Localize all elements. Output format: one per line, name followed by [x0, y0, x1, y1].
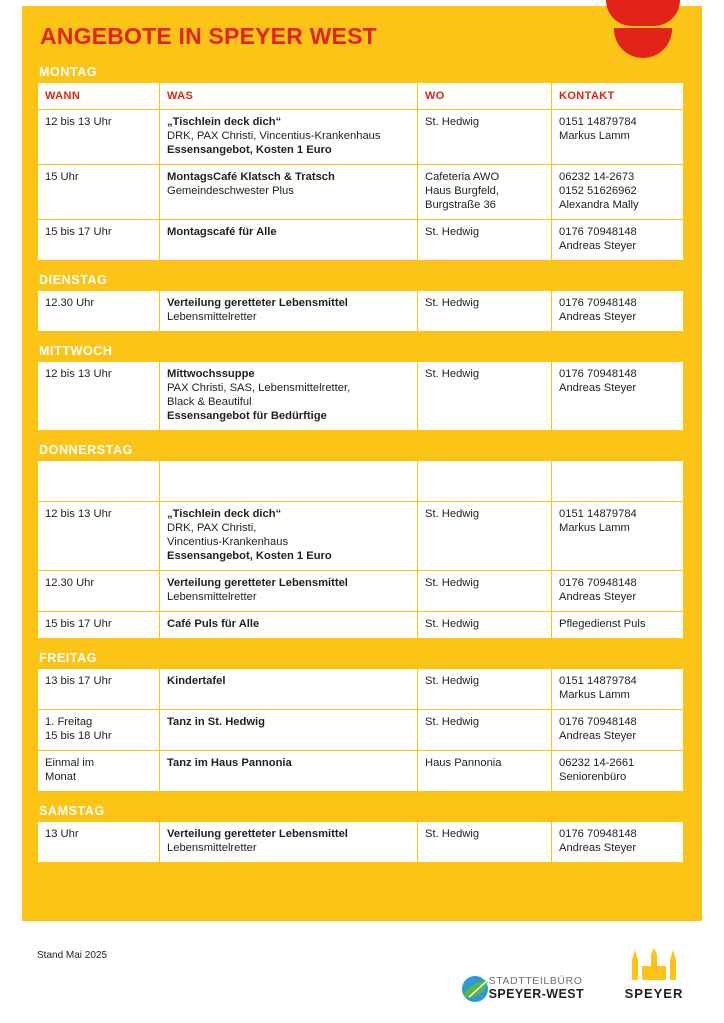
offer-provider: Gemeindeschwester Plus	[167, 185, 294, 197]
cell-wann: 12 bis 13 Uhr	[38, 502, 160, 571]
table-cell-empty	[552, 461, 684, 502]
cell-wo: St. Hedwig	[418, 110, 552, 165]
cell-wo: St. Hedwig	[418, 571, 552, 612]
cell-was	[160, 110, 418, 165]
table-row	[38, 710, 684, 751]
cell-kontakt: Pflegedienst Puls	[552, 612, 684, 639]
day-heading: DONNERSTAG	[39, 443, 133, 457]
table-cell-empty	[160, 461, 418, 502]
schedule-table	[37, 668, 684, 792]
table-header-row	[38, 83, 684, 110]
page-frame-right	[702, 0, 724, 1023]
cell-was	[160, 502, 418, 571]
offer-provider: DRK, PAX Christi, Vincentius-Krankenhaus	[167, 130, 381, 142]
offer-title: „Tischlein deck dich“	[167, 508, 282, 520]
cell-wann: 12.30 Uhr	[38, 571, 160, 612]
offer-note: Essensangebot, Kosten 1 Euro	[167, 550, 332, 562]
schedule-table	[37, 821, 684, 863]
offer-title: Tanz in St. Hedwig	[167, 716, 265, 728]
cathedral-icon	[624, 946, 684, 984]
offer-provider: Lebensmittelretter	[167, 591, 257, 603]
table-row	[38, 751, 684, 792]
cell-was	[160, 165, 418, 220]
stand-note: Stand Mai 2025	[37, 950, 108, 961]
cell-kontakt: 0176 70948148 Andreas Steyer	[552, 710, 684, 751]
cell-wo: St. Hedwig	[418, 710, 552, 751]
offer-title: Tanz im Haus Pannonia	[167, 757, 292, 769]
cell-wann: Einmal im Monat	[38, 751, 160, 792]
schedule-table	[37, 82, 684, 261]
offer-provider: PAX Christi, SAS, Lebensmittelretter, Black & Beautiful	[167, 382, 351, 408]
logo-half-bottom-icon	[614, 28, 672, 58]
offer-title: Mittwochssuppe	[167, 368, 255, 380]
offer-provider: DRK, PAX Christi, Vincentius-Krankenhaus	[167, 522, 289, 548]
cell-kontakt: 0176 70948148 Andreas Steyer	[552, 571, 684, 612]
offer-provider: Lebensmittelretter	[167, 311, 257, 323]
column-header-kontakt: KONTAKT	[552, 83, 684, 110]
cell-wo: St. Hedwig	[418, 362, 552, 431]
cell-was	[160, 710, 418, 751]
stadtteilbuero-line2: SPEYER-WEST	[488, 987, 584, 1001]
column-header-wann: WANN	[38, 83, 160, 110]
day-heading: MONTAG	[39, 65, 98, 79]
cell-was	[160, 362, 418, 431]
cell-wo: St. Hedwig	[418, 669, 552, 710]
day-heading: DIENSTAG	[39, 273, 108, 287]
table-row	[38, 502, 684, 571]
speyer-dome-logo-icon	[606, 0, 680, 62]
speyer-city-logo	[624, 946, 684, 1001]
offer-title: Verteilung geretteter Lebensmittel	[167, 828, 348, 840]
cell-kontakt: 06232 14-2661 Seniorenbüro	[552, 751, 684, 792]
cell-kontakt: 0151 14879784 Markus Lamm	[552, 502, 684, 571]
footer-logos	[459, 935, 684, 1001]
page-frame-bottom	[0, 1013, 724, 1023]
offer-title: „Tischlein deck dich“	[167, 116, 282, 128]
offer-title: Verteilung geretteter Lebensmittel	[167, 577, 348, 589]
table-row	[38, 110, 684, 165]
table-row	[38, 362, 684, 431]
schedule-table	[37, 460, 684, 639]
cell-was	[160, 220, 418, 261]
offer-title: Kindertafel	[167, 675, 226, 687]
offer-title: MontagsCafé Klatsch & Tratsch	[167, 171, 335, 183]
offer-title: Café Puls für Alle	[167, 618, 260, 630]
table-row	[38, 291, 684, 332]
table-row	[38, 612, 684, 639]
cell-kontakt: 0176 70948148 Andreas Steyer	[552, 220, 684, 261]
cell-was	[160, 822, 418, 863]
offer-title: Montagscafé für Alle	[167, 226, 277, 238]
table-row	[38, 822, 684, 863]
cell-was	[160, 571, 418, 612]
column-header-wo: WO	[418, 83, 552, 110]
cell-wann: 15 bis 17 Uhr	[38, 220, 160, 261]
table-row	[38, 165, 684, 220]
table-row	[38, 571, 684, 612]
logo-half-top-icon	[606, 0, 680, 26]
schedule-container	[37, 62, 683, 863]
cell-wann: 15 Uhr	[38, 165, 160, 220]
cell-wann: 1. Freitag 15 bis 18 Uhr	[38, 710, 160, 751]
offer-provider: Lebensmittelretter	[167, 842, 257, 854]
day-heading: SAMSTAG	[39, 804, 105, 818]
offer-note: Essensangebot, Kosten 1 Euro	[167, 144, 332, 156]
table-row	[38, 220, 684, 261]
globe-leaf-icon	[455, 969, 501, 1009]
offer-title: Verteilung geretteter Lebensmittel	[167, 297, 348, 309]
page-title: ANGEBOTE IN SPEYER WEST	[40, 23, 377, 49]
table-row	[38, 669, 684, 710]
table-cell-empty	[418, 461, 552, 502]
cell-wann: 15 bis 17 Uhr	[38, 612, 160, 639]
schedule-table	[37, 290, 684, 332]
cell-wo: St. Hedwig	[418, 612, 552, 639]
cell-kontakt: 0176 70948148 Andreas Steyer	[552, 291, 684, 332]
schedule-table	[37, 361, 684, 431]
cell-wann: 12.30 Uhr	[38, 291, 160, 332]
cell-wo: St. Hedwig	[418, 822, 552, 863]
cell-kontakt: 0176 70948148 Andreas Steyer	[552, 822, 684, 863]
cell-was	[160, 291, 418, 332]
cell-kontakt: 0151 14879784 Markus Lamm	[552, 110, 684, 165]
cell-wo: St. Hedwig	[418, 291, 552, 332]
cell-wo: St. Hedwig	[418, 502, 552, 571]
offer-note: Essensangebot für Bedürftige	[167, 410, 327, 422]
cell-was	[160, 612, 418, 639]
stadtteilbuero-line1: STADTTEILBÜRO	[488, 975, 583, 987]
day-heading: MITTWOCH	[39, 344, 113, 358]
cell-wo: Cafeteria AWO Haus Burgfeld, Burgstraße 36	[418, 165, 552, 220]
cell-wann: 12 bis 13 Uhr	[38, 362, 160, 431]
cell-wann: 12 bis 13 Uhr	[38, 110, 160, 165]
cell-kontakt: 06232 14-2673 0152 51626962 Alexandra Mally	[552, 165, 684, 220]
speyer-logo-text: SPEYER	[624, 986, 684, 1001]
cell-kontakt: 0176 70948148 Andreas Steyer	[552, 362, 684, 431]
table-row	[38, 461, 684, 502]
cell-wo: St. Hedwig	[418, 220, 552, 261]
stadtteilbuero-logo	[459, 975, 584, 1001]
cell-was	[160, 669, 418, 710]
cell-wann: 13 Uhr	[38, 822, 160, 863]
cell-was	[160, 751, 418, 792]
cell-wo: Haus Pannonia	[418, 751, 552, 792]
table-cell-empty	[38, 461, 160, 502]
page-header	[40, 14, 684, 58]
day-heading: FREITAG	[39, 651, 98, 665]
cell-wann: 13 bis 17 Uhr	[38, 669, 160, 710]
column-header-was: WAS	[160, 83, 418, 110]
page-frame-left	[0, 0, 22, 1023]
cell-kontakt: 0151 14879784 Markus Lamm	[552, 669, 684, 710]
